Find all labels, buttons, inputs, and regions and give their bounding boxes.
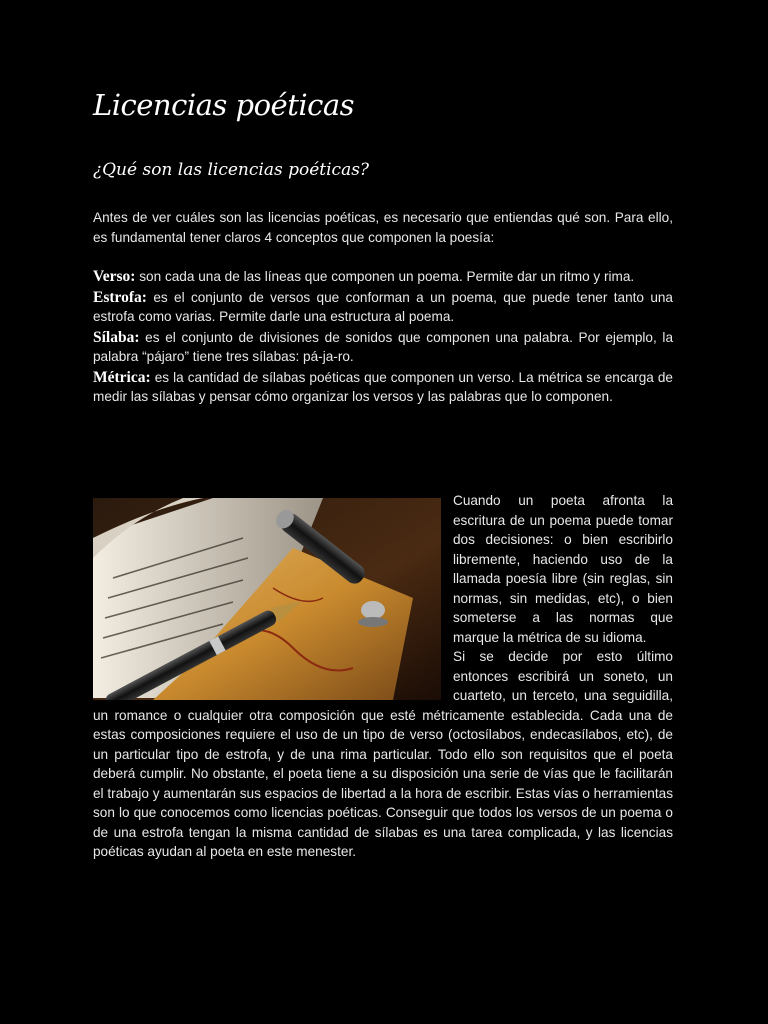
definition-text: es el conjunto de divisiones de sonidos que componen una palabra. Por ejemplo, la palabra “pájaro” tiene tres sílabas: pá-ja-ro. [93,329,673,364]
definition-estrofa [93,288,673,327]
definition-text: es el conjunto de versos que conforman a un poema, que puede tener tanto una estrofa como varias. Permite darle una estructura al poema. [93,289,673,324]
body-text-with-image [93,491,673,862]
page-title: Licencias poéticas [93,88,355,122]
definition-term: Verso: [93,268,136,285]
definition-text: son cada una de las líneas que componen un poema. Permite dar un ritmo y rima. [135,269,635,284]
definition-metrica [93,368,673,407]
definition-term: Métrica: [93,368,151,386]
definitions-list [93,267,673,408]
definition-silaba [93,328,673,367]
definition-text: es la cantidad de sílabas poéticas que componen un verso. La métrica se encarga de medir las sílabas y pensar cómo organizar los versos y las palabras que lo componen. [93,369,673,404]
body-paragraph-2: Si se decide por esto último entonces escribirá un soneto, un cuarteto, un terceto, una seguidilla, un romance o cualquier otra composición que esté métricamente establecida. Cada una de estas composiciones requiere el uso de un tipo de verso (octosílabos, endecasílabos, etc), de un particular tipo de estrofa, y de una rima particular. Todo ello son requisitos que el poeta deberá cumplir. No obstante, el poeta tiene a su disposición una serie de vías que le facilitarán el trabajo y aumentarán sus espacios de libertad a la hora de escribir. Estas vías o herramientas son lo que conocemos como licencias poéticas. Conseguir que todos los versos de un poema o de una estrofa tengan la misma cantidad de sílabas es una tarea complicada, y las licencias poéticas ayudan al poeta en este menester. [93,649,673,859]
body-paragraph-1: Cuando un poeta afronta la escritura de un poema puede tomar dos decisiones: o bien escribirlo libremente, haciendo uso de la llamada poesía libre (sin reglas, sin normas, sin medidas, etc), o bien someterse a las normas que marque la métrica de su idioma. [453,493,673,645]
section-heading: ¿Qué son las licencias poéticas? [93,160,370,180]
definition-term: Sílaba: [93,328,140,346]
intro-paragraph: Antes de ver cuáles son las licencias poéticas, es necesario que entiendas qué son. Para ello, es fundamental tener claros 4 conceptos que componen la poesía: [93,210,673,245]
definition-verso [93,267,673,287]
definition-term: Estrofa: [93,288,147,306]
pen-and-parchment-image [93,498,441,700]
